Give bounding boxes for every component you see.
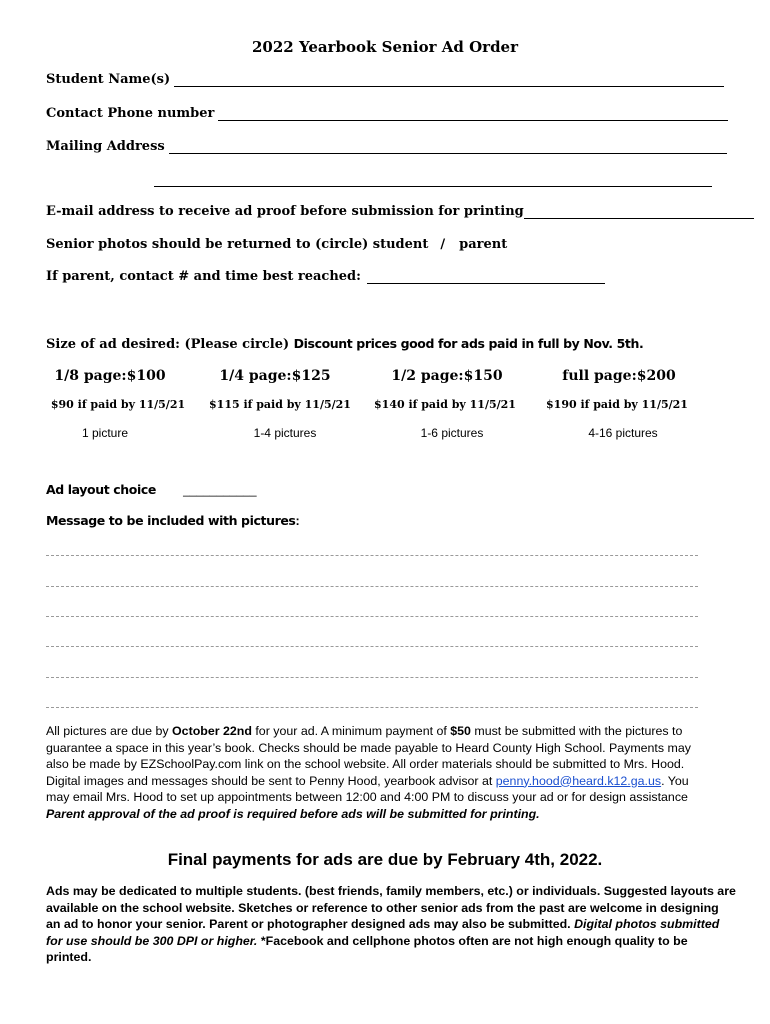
- parent-contact-label: If parent, contact # and time best reached:: [46, 269, 361, 284]
- layout-choice-row: [46, 482, 257, 498]
- photos-return-parent-option[interactable]: parent: [459, 237, 508, 252]
- info-text-2: for your ad. A minimum payment of: [251, 724, 451, 738]
- option-full-page[interactable]: full page:$200: [562, 368, 676, 384]
- layout-choice-label: Ad layout choice: [46, 482, 156, 497]
- email-field[interactable]: [524, 204, 754, 219]
- message-line-5[interactable]: [46, 677, 698, 678]
- discount-half-page: $140 if paid by 11/5/21: [374, 398, 516, 411]
- dedication-text-1: Ads may be dedicated to multiple students. (best friends, family members, etc.) or individuals. Suggested layouts are available on the school website. Sketches or reference to other senior ads from the past are welcome in designing an ad to honor your senior. Parent or photographer designed ads may also be submitted.: [46, 884, 736, 931]
- phone-field[interactable]: [218, 106, 728, 121]
- minimum-payment: $50: [450, 724, 471, 738]
- photos-return-separator: /: [440, 237, 446, 252]
- advisor-email-link[interactable]: penny.hood@heard.k12.ga.us: [495, 773, 662, 788]
- discount-quarter-page: $115 if paid by 11/5/21: [209, 398, 351, 411]
- message-line-3[interactable]: [46, 616, 698, 617]
- info-text-4: . You may email Mrs. Hood to set up appointments between 12:00 and 4:00 PM to discuss your ad or for design assistance: [46, 773, 689, 804]
- message-row: [46, 513, 300, 529]
- info-text-3: must be submitted with the pictures to guarantee a space in this year’s book. Checks should be made payable to Heard County High School. Payments may also be made by EZSchoolPay.com link on the school website. All order materials should be submitted to Mrs. Hood. Digital images and messages should be sent to Penny Hood, yearbook advisor at: [46, 724, 691, 788]
- option-quarter-page[interactable]: 1/4 page:$125: [219, 368, 331, 384]
- pictures-full-page: 4-16 pictures: [588, 426, 658, 440]
- dedication-text-2: *Facebook and cellphone photos often are not high enough quality to be printed.: [46, 933, 688, 964]
- email-row: [46, 204, 754, 219]
- student-name-field[interactable]: [174, 72, 724, 87]
- parent-contact-field[interactable]: [367, 269, 605, 284]
- message-label: Message to be included with pictures: [46, 513, 296, 528]
- pictures-quarter-page: 1-4 pictures: [253, 426, 317, 440]
- message-line-2[interactable]: [46, 586, 698, 587]
- address-row: [46, 139, 727, 154]
- student-name-label: Student Name(s): [46, 72, 171, 87]
- discount-note: Discount prices good for ads paid in full by Nov. 5th.: [293, 336, 644, 351]
- discount-eighth-page: $90 if paid by 11/5/21: [50, 398, 186, 411]
- message-colon: :: [295, 514, 300, 528]
- phone-label: Contact Phone number: [46, 106, 215, 121]
- final-payment-heading: Final payments for ads are due by February 4th, 2022.: [167, 850, 603, 869]
- message-line-4[interactable]: [46, 646, 698, 647]
- info-text-1: All pictures are due by: [46, 724, 173, 738]
- instructions-paragraph: [46, 723, 706, 822]
- photos-return-label: Senior photos should be returned to (circle) student: [46, 237, 429, 252]
- message-line-1[interactable]: [46, 555, 698, 556]
- pictures-half-page: 1-6 pictures: [420, 426, 484, 440]
- page-title: 2022 Yearbook Senior Ad Order: [251, 38, 518, 56]
- message-line-6[interactable]: [46, 707, 698, 708]
- email-label: E-mail address to receive ad proof before submission for printing: [46, 204, 524, 219]
- phone-row: [46, 106, 728, 121]
- option-eighth-page[interactable]: 1/8 page:$100: [54, 368, 166, 384]
- pictures-eighth-page: 1 picture: [81, 426, 129, 440]
- student-name-row: [46, 72, 724, 87]
- photos-return-row: [46, 237, 507, 252]
- parent-contact-row: [46, 269, 605, 284]
- dedication-paragraph: [46, 883, 736, 966]
- due-date: October 22nd: [172, 724, 252, 738]
- option-half-page[interactable]: 1/2 page:$150: [391, 368, 503, 384]
- dpi-note: Digital photos submitted for use should be 300 DPI or higher.: [46, 917, 720, 948]
- ad-size-label: Size of ad desired: (Please circle): [46, 337, 290, 352]
- ad-size-row: [46, 336, 643, 352]
- address-field-line-2[interactable]: [154, 172, 712, 187]
- address-label: Mailing Address: [46, 139, 165, 154]
- address-field-line-1[interactable]: [169, 139, 727, 154]
- discount-full-page: $190 if paid by 11/5/21: [546, 398, 688, 411]
- parent-approval-note: Parent approval of the ad proof is required before ads will be submitted for printing.: [46, 806, 540, 821]
- layout-choice-field[interactable]: ___________: [183, 483, 257, 497]
